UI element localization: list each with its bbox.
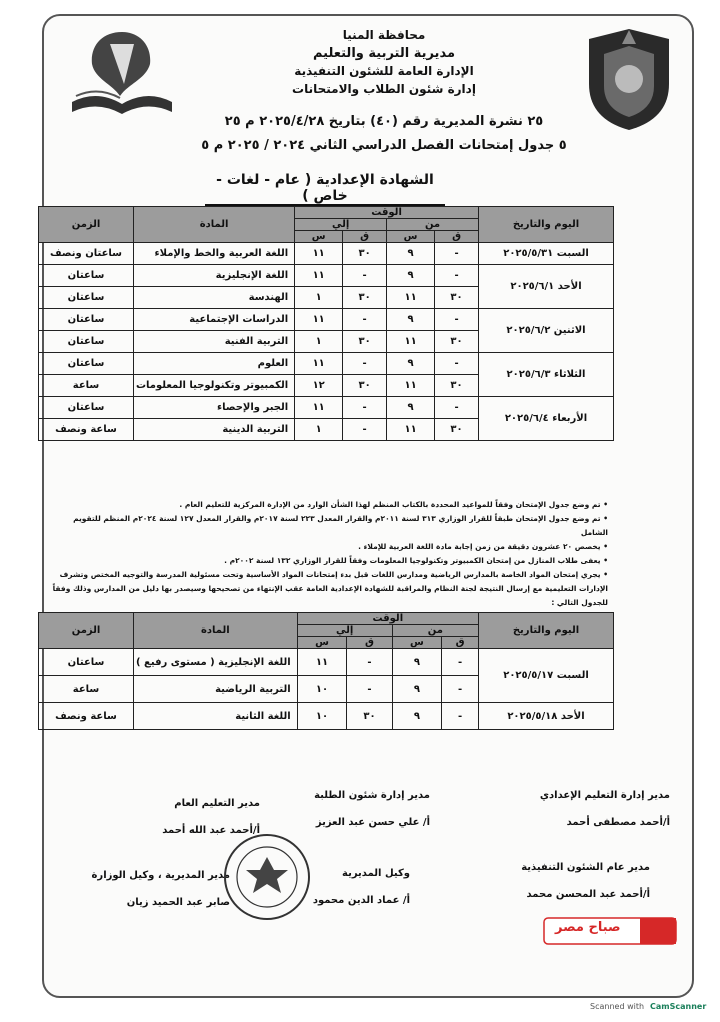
executive-admin-name: الإدارة العامة للشئون التنفيذية bbox=[294, 64, 474, 78]
day-date-cell: الأربعاء ٢٠٢٥/٦/٤ bbox=[479, 397, 614, 441]
duration-cell: ساعة ونصف bbox=[39, 703, 134, 730]
from-hours-cell: ٩ bbox=[387, 309, 435, 331]
signature-students-affairs bbox=[260, 790, 430, 828]
signature-name: أ/ علي حسن عبد العزيز bbox=[315, 817, 430, 828]
signature-name: صابر عبد الحميد زيان bbox=[126, 897, 230, 908]
day-date-cell: الاثنين ٢٠٢٥/٦/٢ bbox=[479, 309, 614, 353]
bulletin-line: ٢٥ نشرة المديرية رقم (٤٠) بتاريخ ٢٠٢٥/٤/٢٨ م ٢٥ bbox=[224, 114, 544, 129]
from-minutes-header: ق bbox=[435, 231, 479, 243]
day-date-cell: الأحد ٢٠٢٥/٦/١ bbox=[479, 265, 614, 309]
from-hours-cell: ٩ bbox=[387, 353, 435, 375]
day-date-cell: السبت ٢٠٢٥/٥/١٧ bbox=[479, 649, 614, 703]
from-minutes-cell: - bbox=[435, 353, 479, 375]
from-hours-header: س bbox=[387, 231, 435, 243]
to-minutes-cell: ٣٠ bbox=[343, 375, 387, 397]
day-date-cell: الثلاثاء ٢٠٢٥/٦/٣ bbox=[479, 353, 614, 397]
from-hours-cell: ١١ bbox=[387, 419, 435, 441]
signature-name: أ/ عماد الدين محمود bbox=[312, 895, 410, 906]
to-hours-header: س bbox=[295, 231, 343, 243]
from-minutes-header: ق bbox=[442, 637, 479, 649]
from-hours-cell: ١١ bbox=[387, 375, 435, 397]
to-minutes-cell: - bbox=[343, 309, 387, 331]
signature-title: مدير المديرية ، وكيل الوزارة bbox=[91, 870, 230, 881]
to-minutes-header: ق bbox=[343, 231, 387, 243]
from-hours-cell: ٩ bbox=[392, 703, 442, 730]
to-hours-cell: ١ bbox=[295, 287, 343, 309]
signature-title: وكيل المديرية bbox=[342, 868, 410, 879]
camscanner-label: CamScanner bbox=[650, 1002, 707, 1011]
to-minutes-header: ق bbox=[347, 637, 392, 649]
to-hours-cell: ١٠ bbox=[297, 676, 347, 703]
subject-cell: الكمبيوتر وتكنولوجيا المعلومات bbox=[134, 375, 295, 397]
duration-cell: ساعتان bbox=[39, 265, 134, 287]
subject-cell: الدراسات الإجتماعية bbox=[134, 309, 295, 331]
duration-cell: ساعتان bbox=[39, 287, 134, 309]
signature-title: مدير إدارة شئون الطلبة bbox=[314, 790, 430, 801]
to-minutes-cell: - bbox=[347, 676, 392, 703]
subject-cell: اللغة العربية والخط والإملاء bbox=[134, 243, 295, 265]
duration-cell: ساعتان bbox=[39, 649, 134, 676]
subject-cell: اللغة الثانية bbox=[134, 703, 298, 730]
to-minutes-cell: ٣٠ bbox=[343, 331, 387, 353]
signature-name: أ/أحمد عبد المحسن محمد bbox=[526, 889, 650, 900]
from-hours-cell: ٩ bbox=[387, 265, 435, 287]
time-header: الوقت bbox=[297, 613, 478, 625]
special-exam-table bbox=[38, 612, 614, 730]
to-hours-cell: ١١ bbox=[295, 309, 343, 331]
duration-cell: ساعتان ونصف bbox=[39, 243, 134, 265]
from-hours-cell: ١١ bbox=[387, 287, 435, 309]
day-date-cell: السبت ٢٠٢٥/٥/٣١ bbox=[479, 243, 614, 265]
directorate-logo-icon bbox=[62, 24, 182, 124]
to-minutes-cell: - bbox=[343, 265, 387, 287]
duration-cell: ساعة ونصف bbox=[39, 419, 134, 441]
duration-cell: ساعتان bbox=[39, 397, 134, 419]
watermark-text: صباح مصر bbox=[555, 920, 621, 935]
table-row bbox=[39, 649, 614, 676]
to-header: إلي bbox=[297, 625, 392, 637]
from-hours-cell: ٩ bbox=[392, 649, 442, 676]
to-hours-cell: ١٠ bbox=[297, 703, 347, 730]
subject-header: المادة bbox=[134, 207, 295, 243]
to-hours-cell: ١ bbox=[295, 331, 343, 353]
duration-header: الزمن bbox=[39, 207, 134, 243]
subject-cell: اللغة الإنجليزية ( مستوى رفيع ) bbox=[134, 649, 298, 676]
from-hours-header: س bbox=[392, 637, 442, 649]
table-row bbox=[39, 243, 614, 265]
table-row bbox=[39, 309, 614, 331]
subject-cell: التربية الرياضية bbox=[134, 676, 298, 703]
time-header: الوقت bbox=[295, 207, 479, 219]
duration-header: الزمن bbox=[39, 613, 134, 649]
from-minutes-cell: ٣٠ bbox=[435, 287, 479, 309]
main-exam-table bbox=[38, 206, 614, 441]
subject-header: المادة bbox=[134, 613, 298, 649]
note-item: • تم وضع جدول الإمتحان طبقاً للقرار الوزاري ٣١٣ لسنة ٢٠١١م والقرار المعدل ٢٢٣ لسنة ٢٠١٧م والقرار المعدل ١٢٧ لسنة ٢٠٢٤م المنظم للتقويم الشامل bbox=[48, 512, 608, 540]
duration-cell: ساعتان bbox=[39, 331, 134, 353]
from-minutes-cell: - bbox=[435, 309, 479, 331]
from-hours-cell: ٩ bbox=[387, 397, 435, 419]
to-hours-cell: ١١ bbox=[295, 265, 343, 287]
duration-cell: ساعتان bbox=[39, 353, 134, 375]
to-header: إلي bbox=[295, 219, 387, 231]
table-row bbox=[39, 265, 614, 287]
duration-cell: ساعتان bbox=[39, 309, 134, 331]
to-minutes-cell: - bbox=[347, 649, 392, 676]
note-item: • تم وضع جدول الإمتحان وفقاً للمواعيد المحددة بالكتاب المنظم لهذا الشأن الوارد من الإدارة المركزية للتعليم العام . bbox=[48, 498, 608, 512]
to-hours-cell: ١١ bbox=[297, 649, 347, 676]
from-minutes-cell: ٣٠ bbox=[435, 331, 479, 353]
signature-deputy-directorate bbox=[300, 868, 410, 906]
from-minutes-cell: - bbox=[442, 676, 479, 703]
day-date-header: اليوم والتاريخ bbox=[479, 207, 614, 243]
governorate-emblem-icon bbox=[584, 24, 674, 134]
from-hours-cell: ٩ bbox=[392, 676, 442, 703]
to-minutes-cell: ٣٠ bbox=[343, 287, 387, 309]
to-minutes-cell: - bbox=[343, 397, 387, 419]
from-minutes-cell: - bbox=[442, 703, 479, 730]
scan-footer bbox=[0, 996, 720, 1022]
from-minutes-cell: - bbox=[435, 243, 479, 265]
directorate-name: مديرية التربية والتعليم bbox=[312, 46, 456, 61]
note-item: • يخصص ٢٠ عشرون دقيقة من زمن إجابة مادة اللغة العربية للإملاء . bbox=[48, 540, 608, 554]
day-date-header: اليوم والتاريخ bbox=[479, 613, 614, 649]
signature-executive-affairs bbox=[450, 862, 650, 900]
from-minutes-cell: - bbox=[435, 265, 479, 287]
from-hours-cell: ١١ bbox=[387, 331, 435, 353]
notes-list bbox=[48, 498, 608, 610]
subject-cell: الجبر والإحصاء bbox=[134, 397, 295, 419]
table-row bbox=[39, 703, 614, 730]
subject-cell: التربية الدينية bbox=[134, 419, 295, 441]
to-hours-cell: ١٢ bbox=[295, 375, 343, 397]
subject-cell: العلوم bbox=[134, 353, 295, 375]
signature-title: مدير إدارة التعليم الإعدادي bbox=[539, 790, 670, 801]
duration-cell: ساعة bbox=[39, 676, 134, 703]
from-header: من bbox=[387, 219, 479, 231]
signature-name: أ/أحمد عبد الله أحمد bbox=[162, 825, 260, 836]
scanned-with-label: Scanned with bbox=[590, 1002, 645, 1011]
signature-prep-education bbox=[470, 790, 670, 828]
from-header: من bbox=[392, 625, 478, 637]
to-minutes-cell: - bbox=[343, 353, 387, 375]
schedule-title: ٥ جدول إمتحانات الفصل الدراسي الثاني ٢٠٢٤ / ٢٠٢٥ م ٥ bbox=[201, 138, 567, 153]
subject-cell: اللغة الإنجليزية bbox=[134, 265, 295, 287]
to-hours-cell: ١ bbox=[295, 419, 343, 441]
note-item: • يعفى طلاب المنازل من إمتحان الكمبيوتر وتكنولوجيا المعلومات وفقاً للقرار الوزاري ١٣٢ لسنة ٢٠٠٢م . bbox=[48, 554, 608, 568]
to-minutes-cell: ٣٠ bbox=[343, 243, 387, 265]
day-date-cell: الأحد ٢٠٢٥/٥/١٨ bbox=[479, 703, 614, 730]
signature-name: أ/أحمد مصطفى أحمد bbox=[566, 817, 670, 828]
from-minutes-cell: ٣٠ bbox=[435, 375, 479, 397]
from-hours-cell: ٩ bbox=[387, 243, 435, 265]
from-minutes-cell: ٣٠ bbox=[435, 419, 479, 441]
governorate-name: محافظة المنيا bbox=[342, 28, 426, 42]
signature-general-education bbox=[90, 798, 260, 836]
to-hours-cell: ١١ bbox=[295, 243, 343, 265]
students-admin-name: إدارة شئون الطلاب والامتحانات bbox=[292, 82, 476, 96]
table-row bbox=[39, 353, 614, 375]
to-minutes-cell: - bbox=[343, 419, 387, 441]
note-item: • يجري إمتحان المواد الخاصة بالمدارس الرياضية ومدارس اللغات قبل بدء إمتحانات المواد الأساسية وتحت مسئولية المدرسة والتوجيه المختص وتشرف الإدارات التعليمية مع إرسال النتيجة لجنة النظام والمراقبة للشهادة الإعدادية العامة عقب الإنتهاء من تصحيحها وسيصدر بها دليل من المدارس وذلك وفقاً للجدول التالي : bbox=[48, 568, 608, 610]
official-stamp-icon bbox=[222, 832, 312, 922]
from-minutes-cell: - bbox=[442, 649, 479, 676]
to-hours-cell: ١١ bbox=[295, 397, 343, 419]
signature-title: مدير عام الشئون التنفيذية bbox=[521, 862, 650, 873]
table-row bbox=[39, 397, 614, 419]
duration-cell: ساعة bbox=[39, 375, 134, 397]
signature-title: مدير التعليم العام bbox=[174, 798, 260, 809]
signature-undersecretary bbox=[70, 870, 230, 908]
to-minutes-cell: ٣٠ bbox=[347, 703, 392, 730]
subject-cell: الهندسة bbox=[134, 287, 295, 309]
from-minutes-cell: - bbox=[435, 397, 479, 419]
to-hours-cell: ١١ bbox=[295, 353, 343, 375]
to-hours-header: س bbox=[297, 637, 347, 649]
certificate-banner: الشهادة الإعدادية ( عام - لغات - خاص ) bbox=[205, 172, 445, 206]
subject-cell: التربية الفنية bbox=[134, 331, 295, 353]
